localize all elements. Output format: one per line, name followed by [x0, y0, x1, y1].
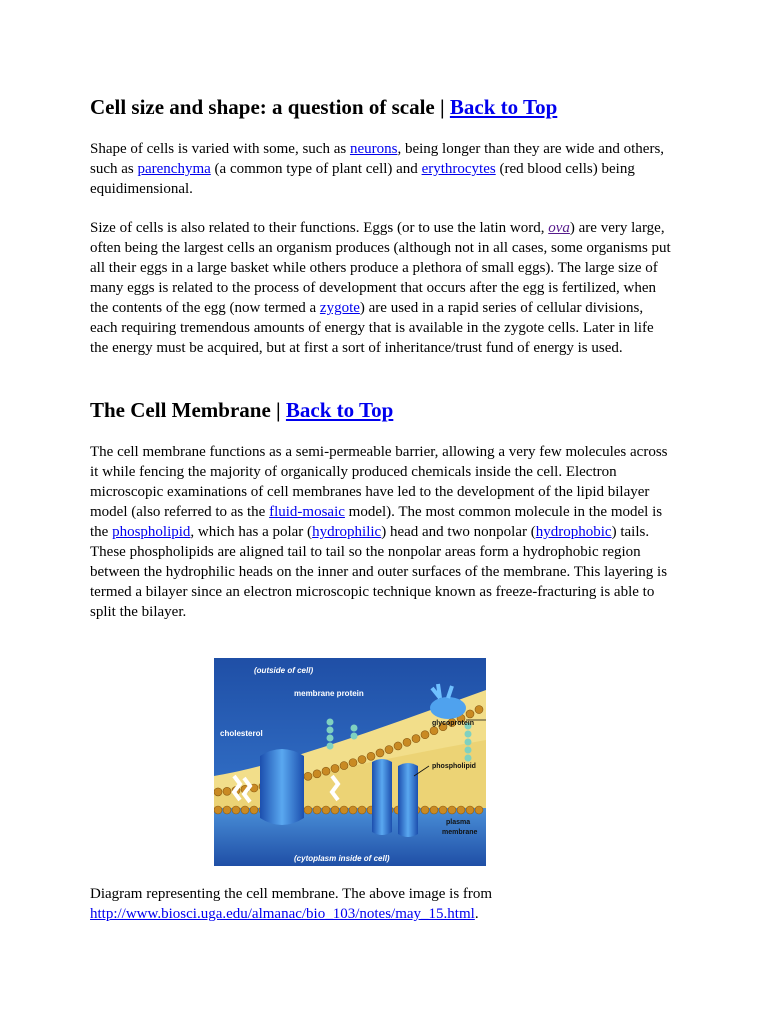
figure-caption [90, 884, 570, 924]
phospholipid-head [313, 770, 321, 778]
phospholipid-head [304, 772, 312, 780]
label-phospholipid: phospholipid [432, 763, 476, 770]
membrane-protein-channel [398, 763, 418, 837]
caption-text: . [474, 906, 479, 922]
phospholipid-head [466, 806, 474, 814]
text-run: , being longer than they are wide and others, such as [90, 141, 665, 177]
neurons-link[interactable]: neurons [349, 141, 398, 157]
paragraph-cell-membrane [90, 442, 672, 622]
text-run: ) are used in a rapid series of cellular divisions, each requiring tremendous amounts of energy that is available in the zygote cells. Later in life the energy must be acquired, but at first a sort of inheritance/trust fund of energy is used. [90, 300, 654, 356]
text-run: (red blood cells) being equidimensional. [90, 161, 635, 197]
phospholipid-head [241, 806, 249, 814]
phospholipid-head [322, 767, 330, 775]
section-title-text: Cell size and shape: a question of scale | [90, 95, 450, 119]
text-run: , which has a polar ( [190, 524, 313, 540]
back-to-top-link[interactable]: Back to Top [449, 95, 558, 119]
text-run: ) are very large, often being the largest cells an organism produces (although not in all cases, some organisms put all their eggs in a large basket while others produce a plethora of small eggs). The large size of many eggs is related to the process of development that occurs after the egg is fertilized, when the contents of the egg (now termed a [90, 220, 671, 316]
phospholipid-head [394, 742, 402, 750]
phospholipid-link[interactable]: phospholipid [112, 524, 191, 540]
phospholipid-head [322, 806, 330, 814]
cholesterol-molecule [332, 776, 338, 800]
caption-text: Diagram representing the cell membrane. The above image is from [90, 886, 493, 902]
label-glycoprotein: glycoprotein [432, 720, 475, 727]
phospholipid-head [367, 752, 375, 760]
text-run: (a common type of plant cell) and [210, 161, 422, 177]
text-run: The cell membrane functions as a semi-permeable barrier, allowing a very few molecules across it while fencing the majority of organically produced chemicals inside the cell. Electron microscopic examinations of cell membranes have led to the development of the lipid bilayer model (also referred to as the [90, 444, 668, 520]
phospholipid-head [466, 710, 474, 718]
phospholipid-head [430, 806, 438, 814]
phospholipid-head [214, 788, 222, 796]
membrane-protein-channel [372, 759, 392, 835]
paragraph-cell-shape [90, 139, 672, 199]
source-url-link[interactable]: http://www.biosci.uga.edu/almanac/bio_103/notes/may_15.html [90, 906, 475, 922]
phospholipid-head [358, 756, 366, 764]
phospholipid-head [340, 762, 348, 770]
phospholipid-head [304, 806, 312, 814]
cell-membrane-diagram [214, 658, 486, 866]
phospholipid-head [232, 806, 240, 814]
text-run: model). The most common molecule in the model is the [90, 504, 663, 540]
phospholipid-head [358, 806, 366, 814]
text-run: ) tails. These phospholipids are aligned tail to tail so the nonpolar areas form a hydrophobic region between the hydrophilic heads on the inner and outer surfaces of the membrane. This layering is termed a bilayer since an electron microscopic technique known as freeze-fracturing is able to split the bilayer. [90, 524, 668, 620]
section-title-cell-size [90, 94, 557, 120]
phospholipid-head [331, 764, 339, 772]
ova-link[interactable]: ova [548, 220, 570, 236]
phospholipid-head [223, 806, 231, 814]
phospholipid-head [376, 749, 384, 757]
phospholipid-head [385, 746, 393, 754]
phospholipid-head [421, 806, 429, 814]
glycoprotein-body [430, 697, 466, 719]
text-run: ) head and two nonpolar ( [381, 524, 536, 540]
phospholipid-head [475, 706, 483, 714]
label-membrane-protein: membrane protein [294, 689, 364, 698]
paragraph-cell-size [90, 218, 672, 358]
hydrophobic-link[interactable]: hydrophobic [535, 524, 612, 540]
back-to-top-link[interactable]: Back to Top [285, 398, 394, 422]
membrane-illustration [214, 658, 486, 866]
fluid-mosaic-link[interactable]: fluid-mosaic [269, 504, 345, 520]
phospholipid-head [448, 806, 456, 814]
label-plasma: plasma [446, 819, 471, 826]
phospholipid-head [412, 735, 420, 743]
phospholipid-head [250, 806, 258, 814]
phospholipid-head [349, 759, 357, 767]
phospholipid-head [475, 806, 483, 814]
phospholipid-head [403, 738, 411, 746]
label-cholesterol: cholesterol [220, 729, 263, 738]
text-run: Size of cells is also related to their functions. Eggs (or to use the latin word, [90, 220, 549, 236]
phospholipid-head [457, 806, 465, 814]
phospholipid-head [340, 806, 348, 814]
phospholipid-head [214, 806, 222, 814]
erythrocytes-link[interactable]: erythrocytes [421, 161, 496, 177]
zygote-link[interactable]: zygote [319, 300, 360, 316]
phospholipid-head [223, 787, 231, 795]
phospholipid-head [421, 731, 429, 739]
membrane-protein-large [260, 749, 304, 825]
label-cytoplasm: (cytoplasm inside of cell) [294, 854, 390, 863]
section-title-text: The Cell Membrane | [90, 398, 286, 422]
hydrophilic-link[interactable]: hydrophilic [312, 524, 382, 540]
phospholipid-head [313, 806, 321, 814]
section-title-cell-membrane [90, 397, 393, 423]
phospholipid-head [349, 806, 357, 814]
parenchyma-link[interactable]: parenchyma [137, 161, 211, 177]
phospholipid-head [331, 806, 339, 814]
phospholipid-head [439, 806, 447, 814]
text-run: Shape of cells is varied with some, such as [90, 141, 350, 157]
label-outside-cell: (outside of cell) [254, 666, 314, 675]
phospholipid-head [430, 727, 438, 735]
label-membrane: membrane [442, 829, 478, 836]
